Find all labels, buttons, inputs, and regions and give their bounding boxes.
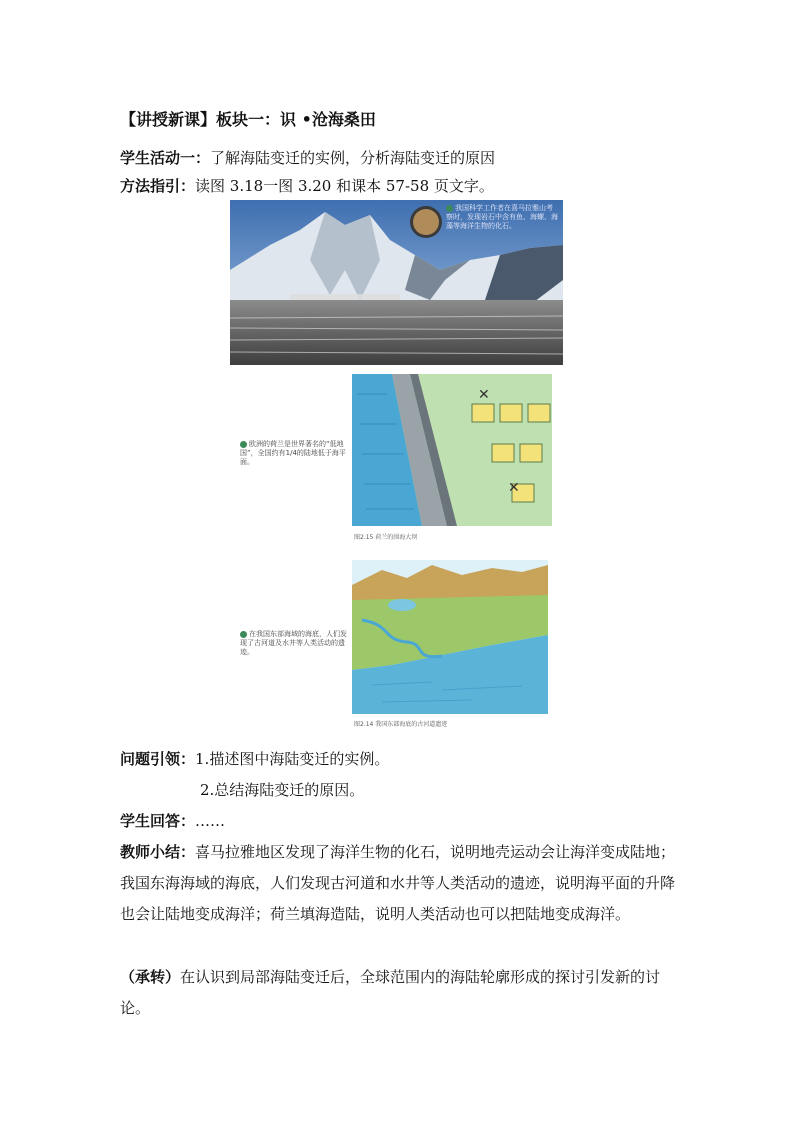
eastsea-caption: 图2.14 我国东部海底的古河道遗迹: [354, 721, 448, 728]
method-text: 读图 3.18一图 3.20 和课本 57-58 页文字。: [195, 177, 494, 195]
netherlands-caption: 图2.15 荷兰的围海大坝: [354, 534, 418, 541]
method-line: [120, 175, 494, 196]
teacher-summary: [120, 837, 680, 930]
bullet-icon: [240, 631, 247, 638]
bullet-icon: [446, 205, 453, 212]
bullet-icon: [240, 441, 247, 448]
summary-label: 教师小结：: [120, 843, 196, 861]
summary-text: 喜马拉雅地区发现了海洋生物的化石，说明地壳运动会让海洋变成陆地；我国东海海域的海底，人们发现古河道和水井等人类活动的遗迹，说明海平面的升降也会让陆地变成海洋；荷兰填海造陆，说明人类活动也可以把陆地变成海洋。: [120, 843, 676, 923]
activity-text: 了解海陆变迁的实例，分析海陆变迁的原因: [210, 149, 496, 167]
method-label: 方法指引：: [120, 177, 196, 195]
transition-paragraph: [120, 962, 680, 1024]
questions-line: [120, 748, 389, 769]
eastsea-figure: [352, 560, 548, 714]
question-2: 2.总结海陆变迁的原因。: [200, 781, 365, 799]
netherlands-figure: [352, 374, 552, 526]
activity-label: 学生活动一：: [120, 149, 211, 167]
eastsea-image: [352, 560, 548, 714]
eastsea-note: [240, 630, 348, 657]
netherlands-note: [240, 440, 348, 467]
netherlands-image: [352, 374, 552, 526]
questions-label: 问题引领：: [120, 750, 196, 768]
answer-line: [120, 810, 225, 831]
activity-line: [120, 147, 495, 168]
svg-text:✕: ✕: [508, 480, 520, 496]
answer-text: ……: [195, 812, 226, 830]
himalaya-note: [446, 204, 558, 231]
section-heading: 板块一：识 •沧海桑田: [216, 110, 376, 129]
himalaya-note-text: 我国科学工作者在喜马拉雅山考察时，发现岩石中含有鱼、海螺、海藻等海洋生物的化石。: [446, 204, 558, 230]
answer-label: 学生回答：: [120, 812, 196, 830]
section-title: [120, 107, 376, 130]
question-1: 1.描述图中海陆变迁的实例。: [195, 750, 390, 768]
netherlands-note-text: 欧洲的荷兰是世界著名的“低地国”，全国约有1/4的陆地低于海平面。: [240, 440, 346, 466]
transition-label: （承转）: [120, 968, 181, 986]
eastsea-note-text: 在我国东部海域的海底，人们发现了古河道及水井等人类活动的遗迹。: [240, 630, 347, 656]
svg-text:✕: ✕: [478, 387, 490, 403]
section-bracket-label: 【讲授新课】: [120, 110, 217, 129]
transition-text: 在认识到局部海陆变迁后，全球范围内的海陆轮廓形成的探讨引发新的讨论。: [120, 968, 661, 1017]
himalaya-figure: [230, 200, 563, 365]
